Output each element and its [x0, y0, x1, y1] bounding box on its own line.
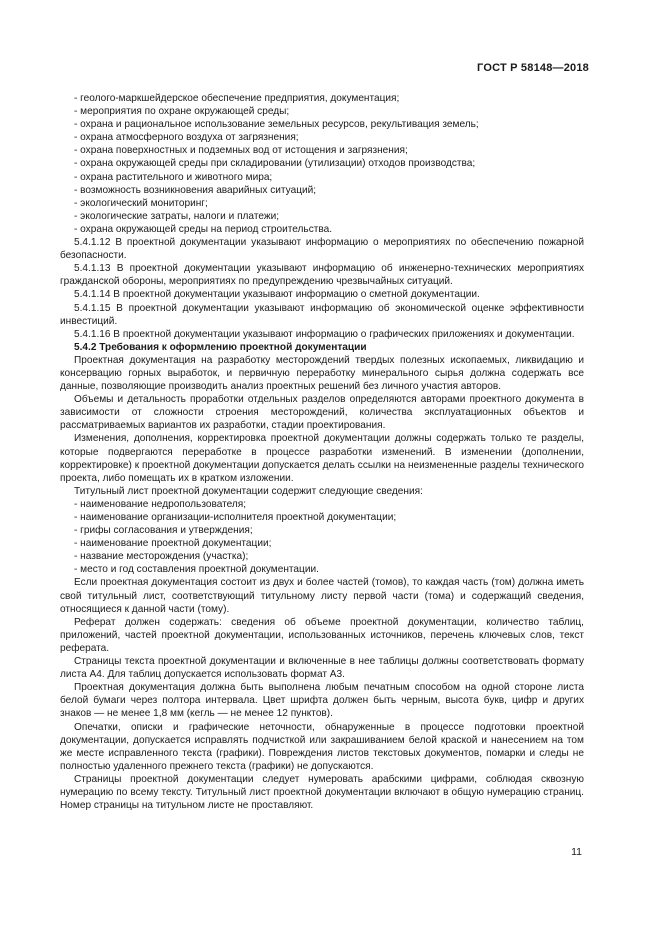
- paragraph: Изменения, дополнения, корректировка проектной документации должны содержать только те разделы, которые подвергаются переработке в процессе разработки изменений. В изменении (дополнении, корректировке) к проектной документации допускается делать ссылки на неизмененные разделы технического проекта, либо помещать их в кратком изложении.: [60, 433, 584, 484]
- section-heading: 5.4.2 Требования к оформлению проектной документации: [74, 341, 367, 353]
- paragraph: Страницы текста проектной документации и включенные в нее таблицы должны соответствовать формату листа А4. Для таблиц допускается использовать формат А3.: [60, 656, 584, 681]
- paragraph: Проектная документация на разработку месторождений твердых полезных ископаемых, ликвидацию и консервацию горных выработок, и первичную переработку минерального сырья должна содержать все данные, позволяющие производить анализ проектных решений без личного участия авторов.: [60, 354, 584, 393]
- document-body: [60, 92, 584, 812]
- list-item: - название месторождения (участка);: [74, 551, 249, 563]
- list-item: - охрана и рациональное использование земельных ресурсов, рекультивация земель;: [74, 119, 479, 131]
- paragraph: Опечатки, описки и графические неточности, обнаруженные в процессе подготовки проектной документации, допускается исправлять подчисткой или закрашиванием белой краской и нанесением на том же месте исправленного текста (графики). Повреждения листов текстовых документов, помарки и следы не полностью удаленного прежнего текста (графики) не допускаются.: [60, 721, 584, 772]
- list-item: - экологические затраты, налоги и платежи;: [74, 210, 280, 222]
- list-item: - грифы согласования и утверждения;: [74, 525, 253, 537]
- list-item: - наименование проектной документации;: [74, 538, 272, 550]
- standard-header: ГОСТ Р 58148—2018: [477, 62, 589, 74]
- list-item: - охрана растительного и животного мира;: [74, 171, 273, 183]
- list-item: - возможность возникновения аварийных ситуаций;: [74, 184, 317, 196]
- list-item: - экологический мониторинг;: [74, 197, 208, 209]
- paragraph: 5.4.1.16 В проектной документации указывают информацию о графических приложениях и документации.: [74, 328, 575, 340]
- list-item: - охрана атмосферного воздуха от загрязнения;: [74, 132, 299, 144]
- paragraph: 5.4.1.15 В проектной документации указывают информацию об экономической оценке эффективности инвестиций.: [60, 302, 584, 327]
- paragraph: 5.4.1.12 В проектной документации указывают информацию о мероприятиях по обеспечению пожарной безопасности.: [60, 237, 584, 262]
- paragraph: 5.4.1.14 В проектной документации указывают информацию о сметной документации.: [74, 289, 480, 301]
- page-number: 11: [571, 846, 582, 858]
- list-item: - мероприятия по охране окружающей среды;: [74, 106, 290, 118]
- list-item: - охрана окружающей среды на период строительства.: [74, 223, 333, 235]
- paragraph: Реферат должен содержать: сведения об объеме проектной документации, количество таблиц, приложений, частей проектной документации, использованных источников, перечень ключевых слов, текст реферата.: [60, 616, 584, 654]
- list-item: - охрана окружающей среды при складировании (утилизации) отходов производства;: [74, 158, 476, 170]
- list-item: - охрана поверхностных и подземных вод от истощения и загрязнения;: [74, 145, 408, 157]
- paragraph: 5.4.1.13 В проектной документации указывают информацию об инженерно-технических мероприятиях гражданской обороны, мероприятиях по предупреждению чрезвычайных ситуаций.: [60, 263, 584, 288]
- list-item: - место и год составления проектной документации.: [74, 564, 319, 576]
- paragraph: Страницы проектной документации следует нумеровать арабскими цифрами, соблюдая сквозную нумерацию по всему тексту. Титульный лист проектной документации включают в общую нумерацию страниц. Номер страницы на титульном листе не проставляют.: [60, 773, 584, 812]
- paragraph: Объемы и детальность проработки отдельных разделов определяются авторами проектного документа в зависимости от сложности строения месторождений, количества эксплуатационных объектов и рассматриваемых вариантов их разработки, стадии проектирования.: [60, 394, 584, 432]
- list-item: - наименование организации-исполнителя проектной документации;: [74, 512, 397, 523]
- paragraph: Титульный лист проектной документации содержит следующие сведения:: [74, 485, 423, 497]
- paragraph: Проектная документация должна быть выполнена любым печатным способом на одной стороне листа белой бумаги через полтора интервала. Цвет шрифта должен быть черным, высота букв, цифр и других знаков — не менее 1,8 мм (кегль — не менее 12 пунктов).: [60, 682, 584, 720]
- list-item: - геолого-маркшейдерское обеспечение предприятия, документация;: [74, 93, 400, 104]
- list-item: - наименование недропользователя;: [74, 498, 247, 510]
- paragraph: Если проектная документация состоит из двух и более частей (томов), то каждая часть (том) должна иметь свой титульный лист, соответствующий титульному листу первой части (тома) и содержащий сведения, относящиеся к данной части (тому).: [60, 577, 584, 615]
